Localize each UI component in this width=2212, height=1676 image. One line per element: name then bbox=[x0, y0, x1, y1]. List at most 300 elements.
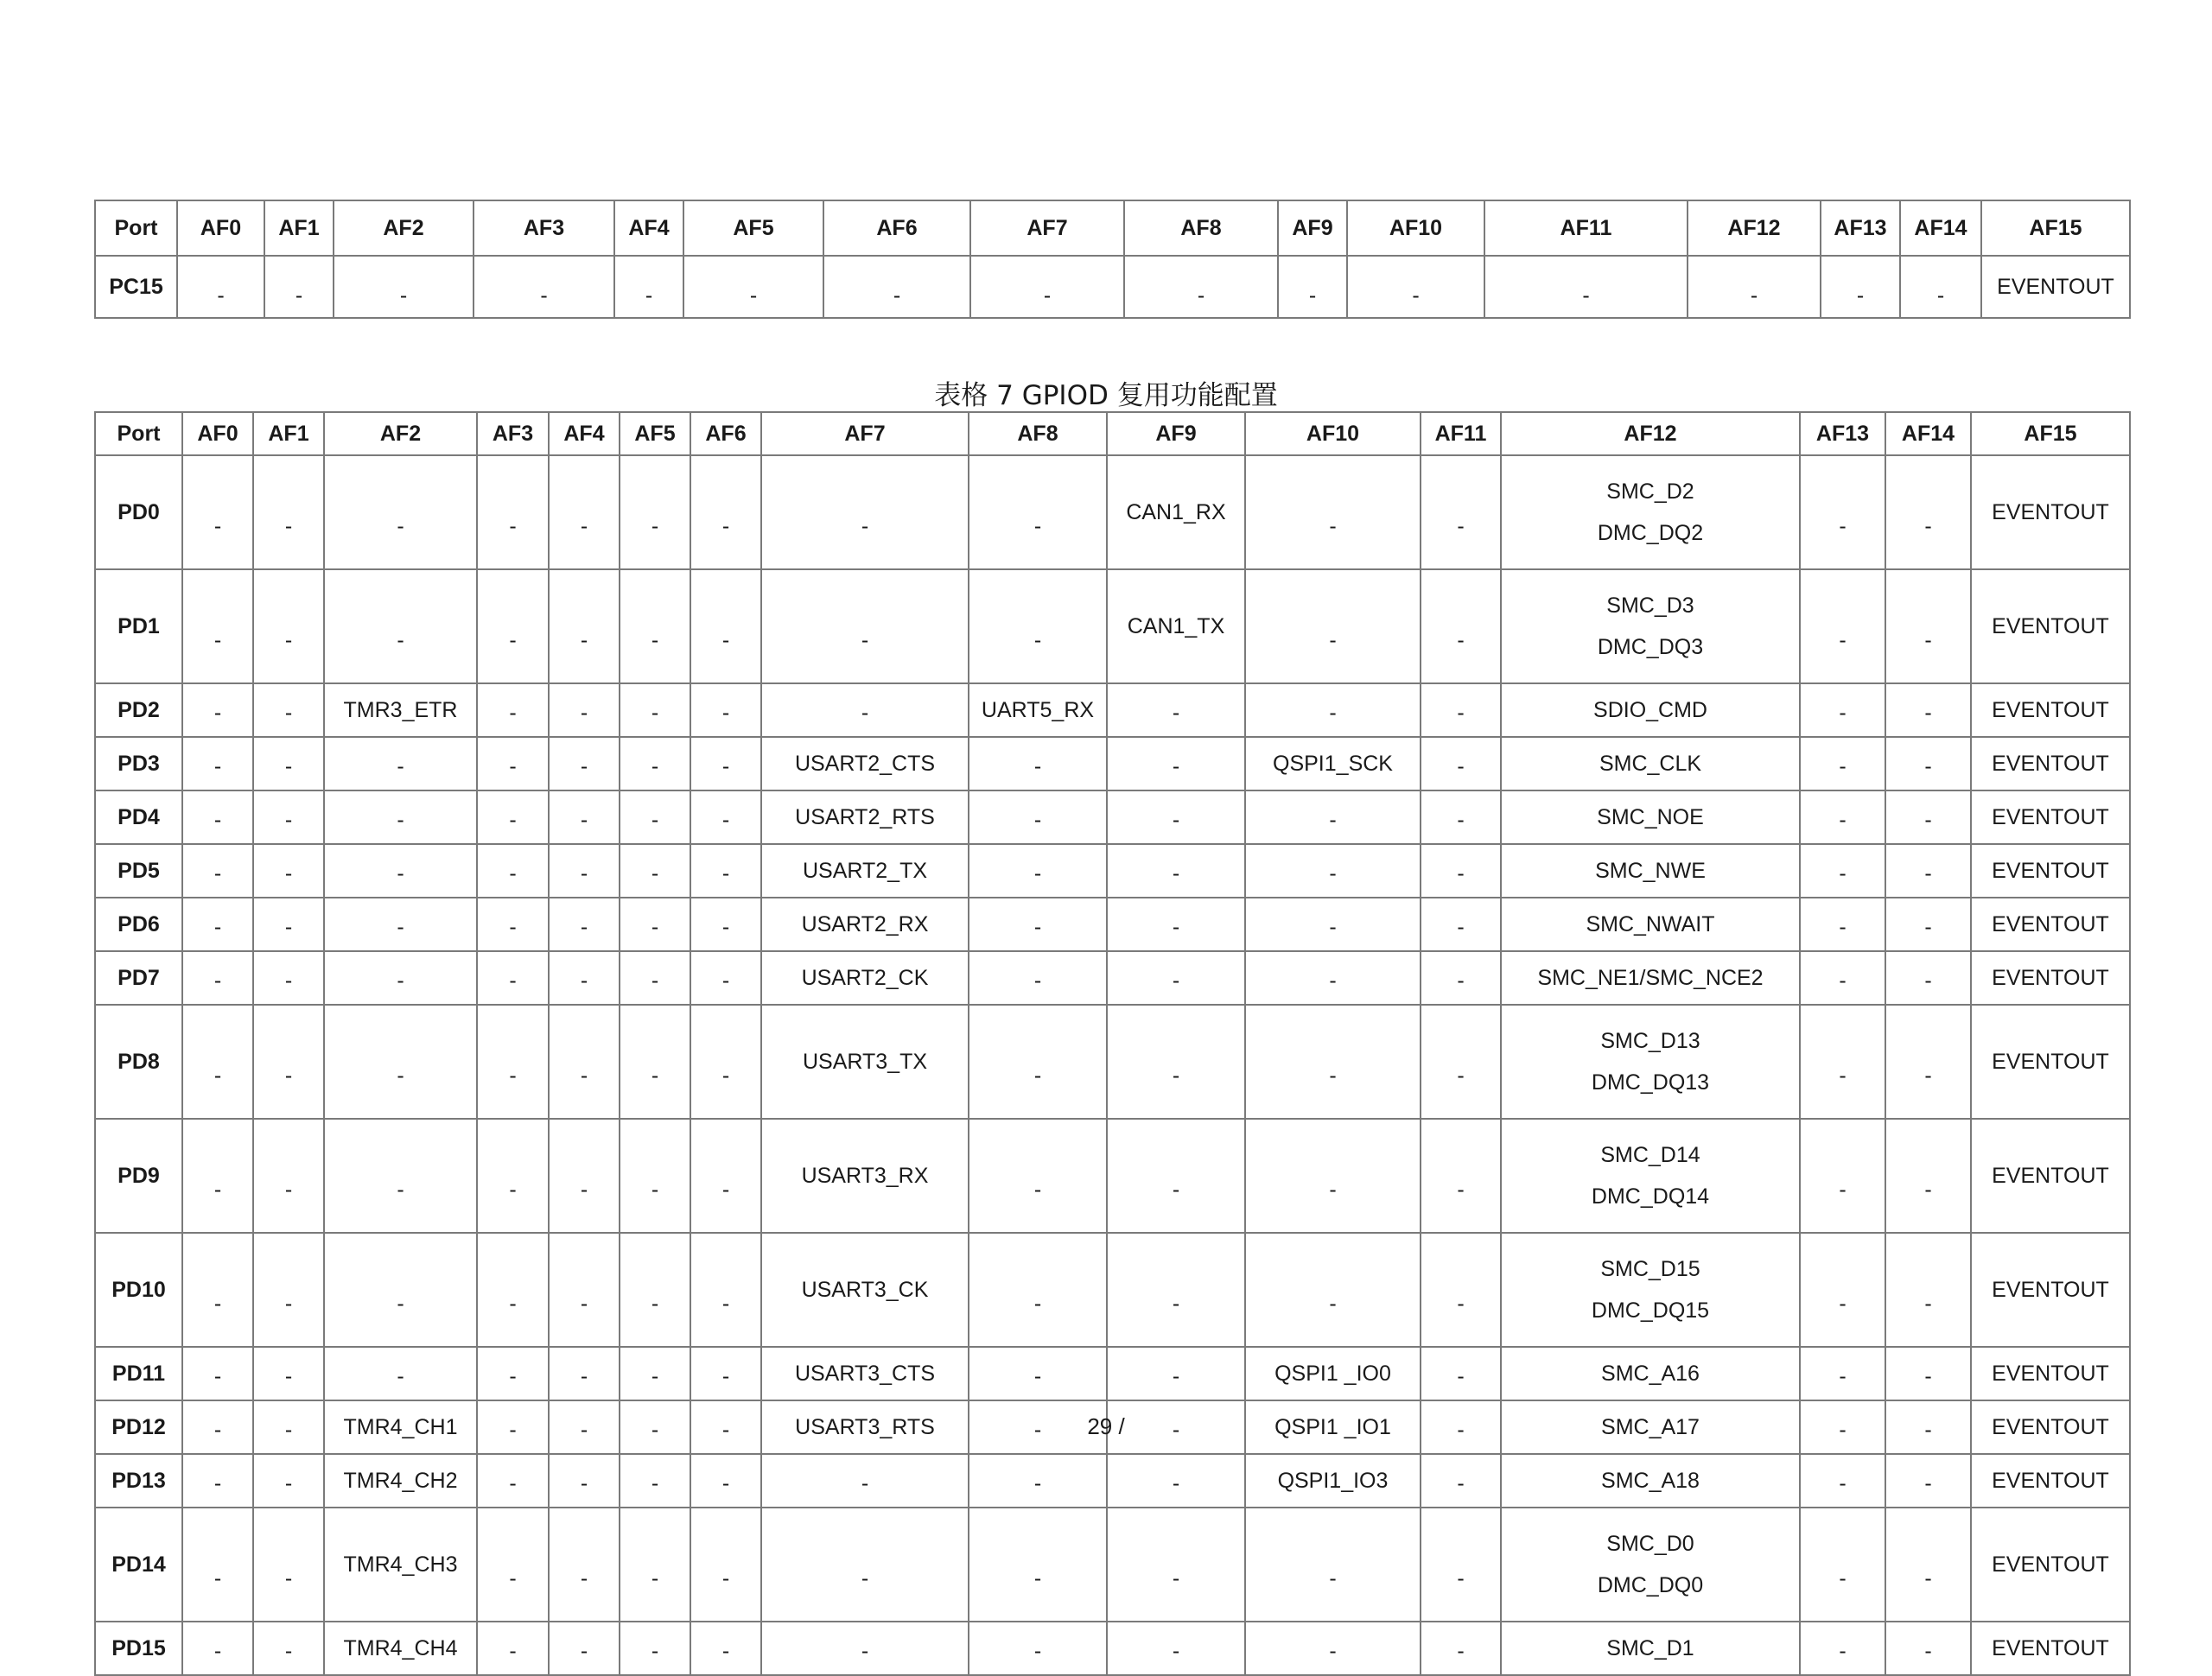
port-cell: PD0 bbox=[95, 455, 182, 569]
af-cell: - bbox=[1821, 256, 1900, 318]
af-cell: - bbox=[1421, 1400, 1501, 1454]
column-header-af6: AF6 bbox=[690, 412, 761, 455]
af-cell: USART2_CTS bbox=[761, 737, 969, 790]
af-cell: - bbox=[182, 737, 253, 790]
af-cell: - bbox=[1421, 569, 1501, 683]
af-cell: - bbox=[1245, 683, 1421, 737]
af-cell: QSPI1 _IO1 bbox=[1245, 1400, 1421, 1454]
af-cell: SMC_CLK bbox=[1501, 737, 1800, 790]
column-header-af4: AF4 bbox=[549, 412, 620, 455]
af-cell: SMC_NWE bbox=[1501, 844, 1800, 898]
column-header-af2: AF2 bbox=[334, 200, 474, 256]
af-cell: - bbox=[549, 455, 620, 569]
af-cell: - bbox=[182, 1454, 253, 1508]
af-cell: - bbox=[969, 1454, 1107, 1508]
af-cell: - bbox=[477, 1005, 549, 1119]
af-cell: - bbox=[1800, 1119, 1885, 1233]
af-cell: - bbox=[1885, 1233, 1971, 1347]
pc-af-table bbox=[94, 200, 2131, 319]
af-cell: USART3_RX bbox=[761, 1119, 969, 1233]
column-header-af1: AF1 bbox=[253, 412, 324, 455]
af-cell: - bbox=[1800, 1347, 1885, 1400]
af-cell: SMC_NWAIT bbox=[1501, 898, 1800, 951]
af-cell: - bbox=[324, 1119, 477, 1233]
af-cell: - bbox=[477, 1400, 549, 1454]
column-header-af10: AF10 bbox=[1245, 412, 1421, 455]
af-cell: - bbox=[1885, 1400, 1971, 1454]
af-cell: EVENTOUT bbox=[1971, 1233, 2130, 1347]
table-row bbox=[95, 683, 2130, 737]
af-cell: - bbox=[1107, 1347, 1245, 1400]
af-cell: - bbox=[1885, 898, 1971, 951]
af-cell: - bbox=[690, 1233, 761, 1347]
af-cell-line: SMC_D2 bbox=[1606, 479, 1694, 504]
af-cell: EVENTOUT bbox=[1971, 951, 2130, 1005]
af-cell: - bbox=[182, 1400, 253, 1454]
af-cell: - bbox=[1421, 790, 1501, 844]
af-cell: - bbox=[182, 951, 253, 1005]
af-cell: - bbox=[1421, 1454, 1501, 1508]
af-cell: USART3_CK bbox=[761, 1233, 969, 1347]
af-cell: - bbox=[1885, 951, 1971, 1005]
af-cell: - bbox=[253, 455, 324, 569]
af-cell: - bbox=[1421, 683, 1501, 737]
af-cell: - bbox=[549, 1400, 620, 1454]
af-cell: - bbox=[1278, 256, 1347, 318]
af-cell: CAN1_TX bbox=[1107, 569, 1245, 683]
af-cell: - bbox=[620, 683, 690, 737]
af-cell: - bbox=[324, 1233, 477, 1347]
af-cell: - bbox=[1107, 683, 1245, 737]
af-cell-line: SMC_D13 bbox=[1600, 1029, 1700, 1053]
af-cell: - bbox=[477, 1119, 549, 1233]
af-cell: - bbox=[1245, 455, 1421, 569]
af-cell: - bbox=[324, 790, 477, 844]
page-number: 29 / bbox=[1087, 1413, 1125, 1439]
af-cell: - bbox=[1421, 1005, 1501, 1119]
af-cell: - bbox=[969, 455, 1107, 569]
af-cell: - bbox=[549, 683, 620, 737]
column-header-af11: AF11 bbox=[1484, 200, 1688, 256]
af-cell: - bbox=[620, 1005, 690, 1119]
table-row bbox=[95, 1119, 2130, 1233]
af-cell-line: DMC_DQ3 bbox=[1597, 635, 1704, 659]
table-header-row bbox=[95, 200, 2130, 256]
port-cell: PD11 bbox=[95, 1347, 182, 1400]
port-cell: PD12 bbox=[95, 1400, 182, 1454]
af-cell: - bbox=[549, 951, 620, 1005]
af-cell: SMC_D1 bbox=[1501, 1622, 1800, 1675]
af-cell: QSPI1_SCK bbox=[1245, 737, 1421, 790]
af-cell bbox=[1501, 1005, 1800, 1119]
af-cell: - bbox=[1421, 737, 1501, 790]
af-cell: - bbox=[1900, 256, 1981, 318]
af-cell: - bbox=[1421, 1622, 1501, 1675]
af-cell: - bbox=[324, 1347, 477, 1400]
column-header-af6: AF6 bbox=[823, 200, 970, 256]
af-cell: - bbox=[1421, 1119, 1501, 1233]
af-cell: - bbox=[324, 455, 477, 569]
af-cell: EVENTOUT bbox=[1971, 683, 2130, 737]
table-row bbox=[95, 569, 2130, 683]
af-cell: - bbox=[324, 1005, 477, 1119]
af-cell: - bbox=[690, 1508, 761, 1622]
af-cell: - bbox=[690, 844, 761, 898]
af-cell-line: SMC_D3 bbox=[1606, 594, 1694, 618]
af-cell: - bbox=[1800, 1508, 1885, 1622]
port-cell: PC15 bbox=[95, 256, 177, 318]
af-cell: - bbox=[1421, 951, 1501, 1005]
af-cell: - bbox=[549, 1119, 620, 1233]
af-cell: - bbox=[549, 569, 620, 683]
af-cell bbox=[1501, 569, 1800, 683]
af-cell: - bbox=[614, 256, 683, 318]
af-cell: USART3_RTS bbox=[761, 1400, 969, 1454]
af-cell: - bbox=[477, 683, 549, 737]
af-cell: - bbox=[324, 844, 477, 898]
af-cell: - bbox=[620, 1233, 690, 1347]
af-cell: - bbox=[969, 569, 1107, 683]
af-cell: - bbox=[1800, 1400, 1885, 1454]
af-cell: - bbox=[1107, 1233, 1245, 1347]
af-cell: - bbox=[1124, 256, 1278, 318]
af-cell: SMC_NE1/SMC_NCE2 bbox=[1501, 951, 1800, 1005]
af-cell: - bbox=[253, 1119, 324, 1233]
af-cell: - bbox=[683, 256, 823, 318]
af-cell: - bbox=[690, 1119, 761, 1233]
table-row bbox=[95, 737, 2130, 790]
af-cell: - bbox=[1245, 1622, 1421, 1675]
af-cell: - bbox=[1800, 790, 1885, 844]
af-cell: - bbox=[474, 256, 614, 318]
af-cell: - bbox=[1107, 951, 1245, 1005]
af-cell: - bbox=[690, 1622, 761, 1675]
af-cell: - bbox=[324, 569, 477, 683]
column-header-af3: AF3 bbox=[474, 200, 614, 256]
port-cell: PD8 bbox=[95, 1005, 182, 1119]
af-cell: - bbox=[549, 1233, 620, 1347]
af-cell: UART5_RX bbox=[969, 683, 1107, 737]
column-header-af8: AF8 bbox=[1124, 200, 1278, 256]
af-cell: - bbox=[182, 455, 253, 569]
af-cell: - bbox=[620, 1508, 690, 1622]
af-cell: EVENTOUT bbox=[1971, 790, 2130, 844]
af-cell: - bbox=[549, 898, 620, 951]
af-cell: - bbox=[264, 256, 334, 318]
af-cell: - bbox=[182, 1347, 253, 1400]
af-cell: - bbox=[620, 1119, 690, 1233]
af-cell bbox=[1501, 1119, 1800, 1233]
af-cell-line: DMC_DQ0 bbox=[1597, 1573, 1704, 1597]
af-cell: - bbox=[477, 844, 549, 898]
af-cell: - bbox=[477, 455, 549, 569]
af-cell: - bbox=[1421, 455, 1501, 569]
af-cell: EVENTOUT bbox=[1971, 1005, 2130, 1119]
column-header-port: Port bbox=[95, 200, 177, 256]
af-cell: - bbox=[969, 1400, 1107, 1454]
af-cell: - bbox=[620, 1454, 690, 1508]
af-cell: - bbox=[182, 1005, 253, 1119]
af-cell: - bbox=[253, 844, 324, 898]
af-cell: - bbox=[620, 569, 690, 683]
af-cell: TMR4_CH3 bbox=[324, 1508, 477, 1622]
af-cell-line: DMC_DQ2 bbox=[1597, 521, 1704, 545]
af-cell: - bbox=[253, 1347, 324, 1400]
column-header-af12: AF12 bbox=[1688, 200, 1821, 256]
af-cell: - bbox=[690, 569, 761, 683]
column-header-af0: AF0 bbox=[182, 412, 253, 455]
af-cell: - bbox=[549, 1508, 620, 1622]
af-cell: - bbox=[1107, 1454, 1245, 1508]
af-cell: - bbox=[969, 1005, 1107, 1119]
af-cell: - bbox=[549, 844, 620, 898]
table-caption: 表格 7 GPIOD 复用功能配置 bbox=[934, 380, 1278, 411]
af-cell: USART2_RX bbox=[761, 898, 969, 951]
af-cell: - bbox=[969, 951, 1107, 1005]
af-cell: - bbox=[1885, 1454, 1971, 1508]
af-cell: - bbox=[1800, 844, 1885, 898]
af-cell: - bbox=[620, 737, 690, 790]
af-cell: EVENTOUT bbox=[1971, 844, 2130, 898]
af-cell: - bbox=[823, 256, 970, 318]
af-cell: - bbox=[253, 1454, 324, 1508]
table-row bbox=[95, 790, 2130, 844]
af-cell: - bbox=[690, 1347, 761, 1400]
af-cell: - bbox=[1421, 898, 1501, 951]
af-cell: - bbox=[477, 898, 549, 951]
af-cell-line: DMC_DQ15 bbox=[1591, 1298, 1710, 1323]
af-cell: - bbox=[253, 1622, 324, 1675]
af-cell: SMC_A18 bbox=[1501, 1454, 1800, 1508]
af-cell: - bbox=[969, 1233, 1107, 1347]
af-cell: - bbox=[1107, 790, 1245, 844]
af-cell: - bbox=[969, 1508, 1107, 1622]
af-cell: - bbox=[1107, 1400, 1245, 1454]
column-header-af3: AF3 bbox=[477, 412, 549, 455]
af-cell: - bbox=[477, 1622, 549, 1675]
af-cell: - bbox=[1245, 1119, 1421, 1233]
af-cell-line: DMC_DQ13 bbox=[1591, 1070, 1710, 1095]
gpiod-af-table bbox=[94, 411, 2131, 1676]
af-cell: - bbox=[1885, 1005, 1971, 1119]
af-cell: - bbox=[1800, 683, 1885, 737]
af-cell: - bbox=[477, 569, 549, 683]
port-cell: PD5 bbox=[95, 844, 182, 898]
af-cell: TMR4_CH2 bbox=[324, 1454, 477, 1508]
af-cell: EVENTOUT bbox=[1971, 1119, 2130, 1233]
af-cell: - bbox=[477, 1454, 549, 1508]
af-cell: QSPI1_IO3 bbox=[1245, 1454, 1421, 1508]
af-cell: - bbox=[1107, 1508, 1245, 1622]
af-cell: EVENTOUT bbox=[1971, 569, 2130, 683]
af-cell: - bbox=[182, 1233, 253, 1347]
af-cell: - bbox=[1885, 683, 1971, 737]
af-cell: - bbox=[761, 1622, 969, 1675]
af-cell: EVENTOUT bbox=[1971, 1622, 2130, 1675]
af-cell: - bbox=[1107, 898, 1245, 951]
af-cell: - bbox=[477, 790, 549, 844]
port-cell: PD14 bbox=[95, 1508, 182, 1622]
af-cell: - bbox=[1245, 951, 1421, 1005]
af-cell: - bbox=[253, 569, 324, 683]
af-cell: - bbox=[253, 1005, 324, 1119]
column-header-af13: AF13 bbox=[1800, 412, 1885, 455]
af-cell: - bbox=[969, 1622, 1107, 1675]
af-cell: - bbox=[1800, 898, 1885, 951]
af-cell: - bbox=[620, 951, 690, 1005]
af-cell: - bbox=[1107, 737, 1245, 790]
af-cell: - bbox=[1800, 1233, 1885, 1347]
af-cell: TMR3_ETR bbox=[324, 683, 477, 737]
column-header-af14: AF14 bbox=[1885, 412, 1971, 455]
af-cell: TMR4_CH1 bbox=[324, 1400, 477, 1454]
af-cell: - bbox=[620, 898, 690, 951]
table-row bbox=[95, 455, 2130, 569]
af-cell: EVENTOUT bbox=[1971, 1508, 2130, 1622]
column-header-af2: AF2 bbox=[324, 412, 477, 455]
af-cell: EVENTOUT bbox=[1981, 256, 2130, 318]
table-row bbox=[95, 898, 2130, 951]
af-cell: - bbox=[969, 737, 1107, 790]
af-cell: USART2_TX bbox=[761, 844, 969, 898]
table-row bbox=[95, 1622, 2130, 1675]
af-cell: - bbox=[1245, 844, 1421, 898]
column-header-af1: AF1 bbox=[264, 200, 334, 256]
af-cell: - bbox=[690, 951, 761, 1005]
af-cell bbox=[1501, 1233, 1800, 1347]
af-cell: - bbox=[620, 790, 690, 844]
af-cell: - bbox=[690, 790, 761, 844]
af-cell: - bbox=[1800, 569, 1885, 683]
column-header-af7: AF7 bbox=[761, 412, 969, 455]
port-cell: PD15 bbox=[95, 1622, 182, 1675]
af-cell: - bbox=[253, 1233, 324, 1347]
af-cell: - bbox=[1245, 898, 1421, 951]
af-cell: - bbox=[969, 1347, 1107, 1400]
column-header-af15: AF15 bbox=[1981, 200, 2130, 256]
column-header-af12: AF12 bbox=[1501, 412, 1800, 455]
af-cell: - bbox=[182, 569, 253, 683]
af-cell: SMC_A17 bbox=[1501, 1400, 1800, 1454]
af-cell: - bbox=[969, 898, 1107, 951]
af-cell: - bbox=[182, 1622, 253, 1675]
af-cell: EVENTOUT bbox=[1971, 1454, 2130, 1508]
column-header-af8: AF8 bbox=[969, 412, 1107, 455]
port-cell: PD10 bbox=[95, 1233, 182, 1347]
af-cell: - bbox=[477, 737, 549, 790]
af-cell: - bbox=[549, 737, 620, 790]
af-cell: - bbox=[253, 1508, 324, 1622]
af-cell: - bbox=[253, 1400, 324, 1454]
column-header-af11: AF11 bbox=[1421, 412, 1501, 455]
af-cell: - bbox=[549, 1454, 620, 1508]
af-cell: - bbox=[1245, 1005, 1421, 1119]
af-cell: - bbox=[761, 1508, 969, 1622]
af-cell: - bbox=[690, 1005, 761, 1119]
af-cell: - bbox=[620, 844, 690, 898]
table-row bbox=[95, 844, 2130, 898]
af-cell: USART2_CK bbox=[761, 951, 969, 1005]
af-cell: - bbox=[253, 898, 324, 951]
af-cell: - bbox=[620, 1347, 690, 1400]
af-cell: - bbox=[1245, 569, 1421, 683]
af-cell: - bbox=[253, 790, 324, 844]
table-row bbox=[95, 1347, 2130, 1400]
af-cell: - bbox=[690, 737, 761, 790]
af-cell: SDIO_CMD bbox=[1501, 683, 1800, 737]
table-header-row bbox=[95, 412, 2130, 455]
af-cell: - bbox=[761, 683, 969, 737]
af-cell: - bbox=[324, 951, 477, 1005]
af-cell: EVENTOUT bbox=[1971, 737, 2130, 790]
af-cell: - bbox=[1885, 1508, 1971, 1622]
af-cell: - bbox=[690, 683, 761, 737]
port-cell: PD9 bbox=[95, 1119, 182, 1233]
af-cell: - bbox=[477, 1233, 549, 1347]
af-cell: QSPI1 _IO0 bbox=[1245, 1347, 1421, 1400]
af-cell: - bbox=[1885, 844, 1971, 898]
af-cell: SMC_A16 bbox=[1501, 1347, 1800, 1400]
port-cell: PD6 bbox=[95, 898, 182, 951]
af-cell: - bbox=[324, 737, 477, 790]
af-cell: - bbox=[1885, 455, 1971, 569]
af-cell: - bbox=[1885, 569, 1971, 683]
column-header-af14: AF14 bbox=[1900, 200, 1981, 256]
af-cell: - bbox=[324, 898, 477, 951]
af-cell: USART3_TX bbox=[761, 1005, 969, 1119]
column-header-af5: AF5 bbox=[683, 200, 823, 256]
af-cell: - bbox=[1885, 1622, 1971, 1675]
af-cell: - bbox=[620, 455, 690, 569]
af-cell: - bbox=[1688, 256, 1821, 318]
af-cell: - bbox=[1885, 790, 1971, 844]
column-header-af10: AF10 bbox=[1347, 200, 1484, 256]
af-cell bbox=[1501, 1508, 1800, 1622]
table-row bbox=[95, 1454, 2130, 1508]
af-cell: - bbox=[182, 683, 253, 737]
af-cell: - bbox=[1885, 737, 1971, 790]
af-cell: - bbox=[1107, 1622, 1245, 1675]
port-cell: PD2 bbox=[95, 683, 182, 737]
af-cell-line: SMC_D15 bbox=[1600, 1257, 1700, 1281]
af-cell: - bbox=[1421, 1347, 1501, 1400]
af-cell: - bbox=[477, 1508, 549, 1622]
column-header-af7: AF7 bbox=[970, 200, 1124, 256]
af-cell-line: SMC_D14 bbox=[1600, 1143, 1700, 1167]
port-cell: PD13 bbox=[95, 1454, 182, 1508]
af-cell: - bbox=[549, 1347, 620, 1400]
af-cell: - bbox=[1800, 1622, 1885, 1675]
af-cell-line: SMC_D0 bbox=[1606, 1532, 1694, 1556]
af-cell: - bbox=[690, 898, 761, 951]
af-cell: - bbox=[549, 1622, 620, 1675]
af-cell: - bbox=[334, 256, 474, 318]
table-row bbox=[95, 951, 2130, 1005]
af-cell: - bbox=[1245, 790, 1421, 844]
column-header-af13: AF13 bbox=[1821, 200, 1900, 256]
af-cell: - bbox=[182, 1119, 253, 1233]
af-cell: - bbox=[761, 1454, 969, 1508]
af-cell: - bbox=[970, 256, 1124, 318]
af-cell: USART2_RTS bbox=[761, 790, 969, 844]
af-cell: CAN1_RX bbox=[1107, 455, 1245, 569]
af-cell: - bbox=[1800, 737, 1885, 790]
column-header-af0: AF0 bbox=[177, 200, 264, 256]
af-cell: - bbox=[253, 737, 324, 790]
table-row bbox=[95, 256, 2130, 318]
af-cell: TMR4_CH4 bbox=[324, 1622, 477, 1675]
af-cell: EVENTOUT bbox=[1971, 1400, 2130, 1454]
